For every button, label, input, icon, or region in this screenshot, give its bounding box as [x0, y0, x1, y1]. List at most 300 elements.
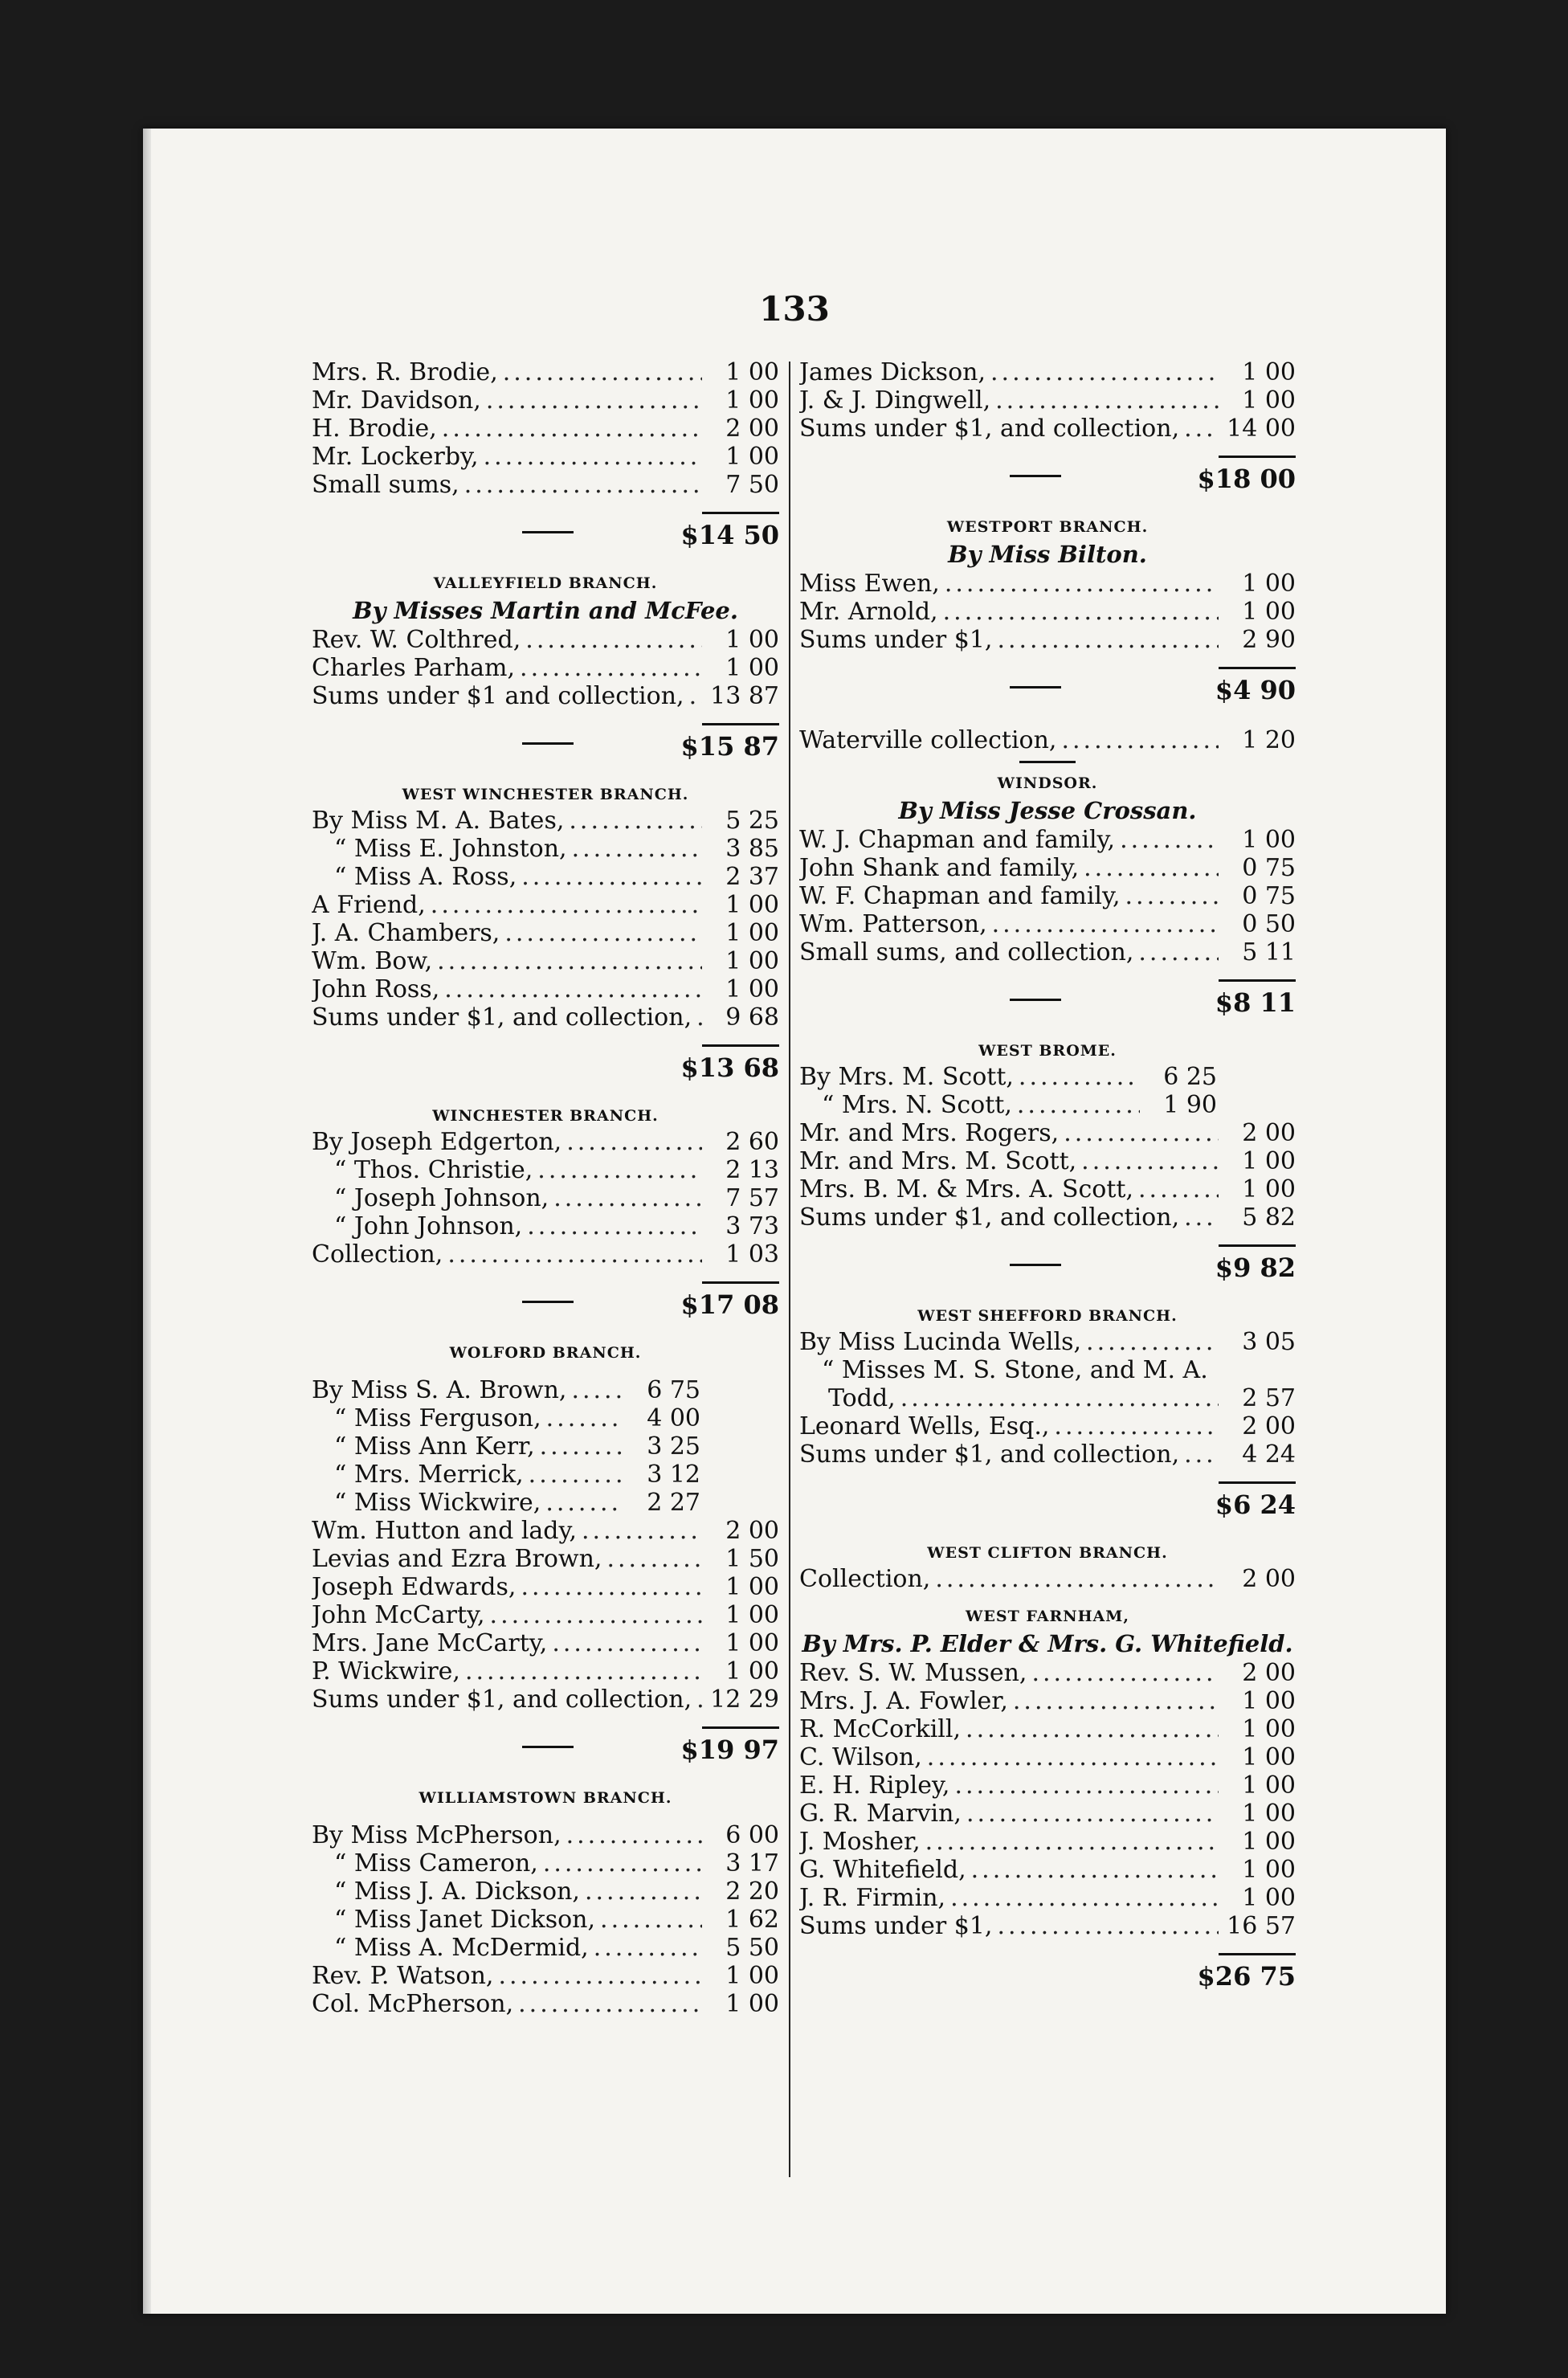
contributor-name: Rev. S. W. Mussen,	[799, 1659, 1027, 1687]
contribution-row	[312, 1184, 779, 1212]
branch-byline: By Miss Jesse Crossan.	[898, 797, 1197, 824]
contribution-row	[799, 1687, 1296, 1715]
contribution-amount: 1 00	[725, 386, 779, 415]
contributor-name: P. Wickwire,	[312, 1657, 460, 1685]
contribution-amount: 1 00	[1242, 1884, 1296, 1912]
branch-heading: WEST WINCHESTER BRANCH.	[402, 786, 689, 803]
leader-dots	[1054, 1412, 1219, 1440]
leader-dots	[1120, 826, 1219, 854]
contributor-name: “ Miss Cameron,	[334, 1849, 538, 1877]
contribution-amount: 1 20	[1242, 726, 1296, 754]
contribution-amount: 7 57	[725, 1184, 779, 1212]
contributor-name: James Dickson,	[799, 358, 986, 386]
branch-byline: By Misses Martin and McFee.	[353, 597, 738, 624]
contribution-row	[312, 1489, 779, 1517]
branch-total: $6 24	[799, 1481, 1296, 1525]
leader-dots	[1184, 415, 1219, 443]
leader-dots	[572, 835, 702, 863]
contribution-amount: 1 00	[1242, 1175, 1296, 1203]
contribution-amount: 16 57	[1227, 1912, 1296, 1940]
contributor-name: A Friend,	[312, 891, 426, 919]
contributor-name: “ Miss Janet Dickson,	[334, 1906, 596, 1934]
contribution-amount: 2 00	[1242, 1119, 1296, 1147]
branch-total: $9 82	[799, 1244, 1296, 1288]
leader-dots	[566, 1128, 702, 1156]
contribution-row	[799, 854, 1296, 882]
contribution-amount: 1 00	[1242, 1715, 1296, 1743]
contributor-name: Sums under $1, and collection,	[312, 1685, 692, 1714]
contribution-row	[799, 938, 1296, 966]
contribution-amount: 13 87	[710, 682, 779, 710]
branch-heading: WEST BROME.	[978, 1042, 1117, 1060]
leader-dots	[437, 947, 702, 975]
contribution-amount: 1 00	[725, 1573, 779, 1601]
contributor-name: J. Mosher,	[799, 1828, 921, 1856]
branch-total: $14 50	[312, 512, 779, 555]
contributor-name: Collection,	[799, 1565, 931, 1593]
contributor-name: John Shank and family,	[799, 854, 1080, 882]
leader-dots	[504, 919, 702, 947]
leader-dots	[1125, 882, 1219, 910]
contributor-name: By Miss McPherson,	[312, 1821, 561, 1849]
branch-total: $4 90	[799, 667, 1296, 710]
leader-dots	[529, 1461, 623, 1489]
leader-dots	[521, 1573, 702, 1601]
contribution-row	[312, 1877, 779, 1906]
leader-dots	[464, 471, 702, 499]
contribution-amount: 6 25	[1163, 1063, 1217, 1091]
contribution-row	[799, 726, 1296, 754]
contribution-amount: 9 68	[725, 1003, 779, 1032]
contribution-row	[312, 1212, 779, 1240]
leader-dots	[1061, 726, 1219, 754]
leader-dots	[925, 1828, 1219, 1856]
branch-total: $19 97	[312, 1726, 779, 1770]
contributor-name: Rev. P. Watson,	[312, 1962, 494, 1990]
contribution-row	[312, 654, 779, 682]
leader-dots	[503, 358, 702, 386]
contribution-amount: 1 62	[725, 1906, 779, 1934]
leader-dots	[490, 1601, 702, 1629]
contribution-amount: 2 60	[725, 1128, 779, 1156]
contribution-amount: 1 00	[725, 1990, 779, 2018]
leader-dots	[600, 1906, 702, 1934]
contributor-name: W. F. Chapman and family,	[799, 882, 1121, 910]
leader-dots	[525, 626, 702, 654]
contribution-amount: 1 00	[1242, 570, 1296, 598]
leader-dots	[518, 1990, 702, 2018]
leader-dots	[431, 891, 702, 919]
contributor-name: Mr. Davidson,	[312, 386, 481, 415]
contribution-row	[312, 1601, 779, 1629]
contribution-row	[799, 1828, 1296, 1856]
branch-total: $15 87	[312, 723, 779, 766]
contributor-name: Charles Parham,	[312, 654, 516, 682]
leader-dots	[552, 1629, 702, 1657]
contributor-name: Small sums,	[312, 471, 459, 499]
contribution-amount: 1 00	[725, 1601, 779, 1629]
leader-dots	[927, 1743, 1219, 1771]
contributor-name: John McCarty,	[312, 1601, 485, 1629]
leader-dots	[582, 1517, 702, 1545]
leader-dots	[585, 1877, 702, 1906]
leader-dots	[540, 1432, 623, 1461]
right-column	[799, 358, 1296, 2012]
contribution-row	[312, 807, 779, 835]
contribution-amount: 1 00	[725, 443, 779, 471]
contribution-row	[799, 1659, 1296, 1687]
contribution-row	[799, 1175, 1296, 1203]
contribution-row	[799, 1063, 1296, 1091]
contribution-row	[312, 1545, 779, 1573]
contribution-row	[312, 1934, 779, 1962]
contribution-row	[799, 1856, 1296, 1884]
branch-byline: By Mrs. P. Elder & Mrs. G. Whitefield.	[802, 1630, 1293, 1657]
contribution-amount: 2 00	[1242, 1565, 1296, 1593]
contributor-name: Sums under $1, and collection,	[799, 1203, 1180, 1232]
contribution-amount: 14 00	[1227, 415, 1296, 443]
contributor-name: “ John Johnson,	[334, 1212, 523, 1240]
leader-dots	[1138, 1175, 1219, 1203]
contributor-name: J. R. Firmin,	[799, 1884, 946, 1912]
contribution-amount: 1 00	[1242, 1856, 1296, 1884]
contributor-name: By Mrs. M. Scott,	[799, 1063, 1014, 1091]
leader-dots	[447, 1240, 702, 1269]
contribution-amount: 1 90	[1163, 1091, 1217, 1119]
contribution-amount: 6 00	[725, 1821, 779, 1849]
contribution-row	[799, 570, 1296, 598]
contribution-row	[799, 882, 1296, 910]
leader-dots	[569, 807, 702, 835]
contributor-name: Sums under $1, and collection,	[799, 415, 1180, 443]
leader-dots	[606, 1545, 702, 1573]
contribution-amount: 1 00	[1242, 598, 1296, 626]
contributor-name: E. H. Ripley,	[799, 1771, 950, 1800]
leader-dots	[594, 1934, 702, 1962]
contribution-amount: 1 03	[725, 1240, 779, 1269]
contribution-row	[312, 947, 779, 975]
separator	[1019, 761, 1076, 763]
leader-dots	[566, 1821, 702, 1849]
contributor-name: Mr. and Mrs. Rogers,	[799, 1119, 1060, 1147]
leader-dots	[498, 1962, 702, 1990]
contribution-amount: 1 00	[1242, 1743, 1296, 1771]
left-column	[312, 358, 779, 2018]
leader-dots	[995, 386, 1219, 415]
contributor-name: Col. McPherson,	[312, 1990, 514, 2018]
branch-heading: WEST FARNHAM,	[966, 1608, 1129, 1625]
contributor-name: Mrs. R. Brodie,	[312, 358, 498, 386]
contribution-row	[312, 1128, 779, 1156]
contribution-row	[312, 682, 779, 710]
leader-dots	[966, 1715, 1219, 1743]
contribution-row	[799, 826, 1296, 854]
contribution-row	[799, 1147, 1296, 1175]
contribution-amount: 1 00	[1242, 826, 1296, 854]
leader-dots	[1064, 1119, 1219, 1147]
leader-dots	[1017, 1091, 1140, 1119]
contribution-amount: 5 25	[725, 807, 779, 835]
contribution-row	[799, 358, 1296, 386]
leader-dots	[571, 1376, 623, 1404]
contribution-amount: 2 90	[1242, 626, 1296, 654]
contribution-row	[799, 598, 1296, 626]
contributor-name: Mr. Arnold,	[799, 598, 938, 626]
contribution-row	[799, 415, 1296, 443]
leader-dots	[696, 1685, 702, 1714]
contribution-row: “ Misses M. S. Stone, and M. A.	[822, 1356, 1208, 1384]
contribution-amount: 3 17	[725, 1849, 779, 1877]
contributor-name: Sums under $1 and collection,	[312, 682, 684, 710]
contribution-amount: 2 37	[725, 863, 779, 891]
contribution-row	[799, 386, 1296, 415]
contribution-row	[799, 1565, 1296, 1593]
contribution-amount: 1 00	[725, 626, 779, 654]
contributor-name: “ Miss E. Johnston,	[334, 835, 567, 863]
leader-dots	[537, 1156, 702, 1184]
contribution-amount: 3 73	[725, 1212, 779, 1240]
book-page	[143, 129, 1446, 2314]
contribution-amount: 2 27	[647, 1489, 700, 1517]
branch-heading: WEST CLIFTON BRANCH.	[927, 1544, 1168, 1562]
leader-dots	[527, 1212, 702, 1240]
contribution-amount: 1 00	[1242, 1800, 1296, 1828]
leader-dots	[945, 570, 1219, 598]
contribution-amount: 1 00	[725, 1629, 779, 1657]
contribution-amount: 2 00	[1242, 1659, 1296, 1687]
contributor-name: R. McCorkill,	[799, 1715, 962, 1743]
leader-dots	[950, 1884, 1219, 1912]
contribution-row	[799, 1203, 1296, 1232]
contributor-name: By Joseph Edgerton,	[312, 1128, 562, 1156]
contribution-amount: 3 12	[647, 1461, 700, 1489]
contributor-name: J. A. Chambers,	[312, 919, 500, 947]
leader-dots	[997, 626, 1219, 654]
leader-dots	[943, 598, 1219, 626]
branch-heading: WEST SHEFFORD BRANCH.	[917, 1307, 1178, 1325]
contribution-amount: 2 00	[725, 1517, 779, 1545]
leader-dots	[1081, 1147, 1219, 1175]
contributor-name: “ Joseph Johnson,	[334, 1184, 549, 1212]
contributor-name: “ Mrs. N. Scott,	[822, 1091, 1012, 1119]
contribution-amount: 3 25	[647, 1432, 700, 1461]
contribution-row: Todd, ..... 2 57	[799, 1384, 1296, 1412]
contributor-name: H. Brodie,	[312, 415, 437, 443]
contribution-row	[799, 1743, 1296, 1771]
contribution-row	[312, 1376, 779, 1404]
contribution-row	[312, 1432, 779, 1461]
contribution-row	[799, 1440, 1296, 1469]
contribution-row	[799, 1912, 1296, 1940]
contribution-row	[312, 863, 779, 891]
contributor-name: Mr. and Mrs. M. Scott,	[799, 1147, 1077, 1175]
leader-dots	[992, 910, 1219, 938]
contribution-amount: 5 82	[1242, 1203, 1296, 1232]
leader-dots	[935, 1565, 1219, 1593]
contribution-row	[312, 1685, 779, 1714]
contribution-amount: 4 24	[1242, 1440, 1296, 1469]
branch-total: $13 68	[312, 1044, 779, 1088]
contribution-row	[312, 1517, 779, 1545]
branch-heading: WINCHESTER BRANCH.	[432, 1107, 659, 1125]
contributor-name: Small sums, and collection,	[799, 938, 1134, 966]
leader-dots	[966, 1800, 1219, 1828]
contribution-row	[799, 1771, 1296, 1800]
contribution-row	[312, 386, 779, 415]
contribution-row	[312, 1906, 779, 1934]
contribution-row	[312, 1404, 779, 1432]
leader-dots	[545, 1489, 623, 1517]
leader-dots	[521, 863, 702, 891]
leader-dots	[997, 1912, 1219, 1940]
leader-dots	[689, 682, 702, 710]
contribution-row	[799, 1800, 1296, 1828]
leader-dots	[520, 654, 702, 682]
contribution-row	[312, 891, 779, 919]
branch-heading: WOLFORD BRANCH.	[449, 1344, 642, 1362]
contribution-amount: 1 00	[725, 654, 779, 682]
leader-dots	[1013, 1687, 1219, 1715]
contribution-amount: 1 00	[1242, 1147, 1296, 1175]
contributor-name: Wm. Patterson,	[799, 910, 987, 938]
contribution-amount: 2 00	[725, 415, 779, 443]
contribution-row	[312, 358, 779, 386]
contributor-name: Leonard Wells, Esq.,	[799, 1412, 1050, 1440]
contribution-amount: 1 00	[725, 919, 779, 947]
leader-dots	[1184, 1203, 1219, 1232]
leader-dots	[1031, 1659, 1219, 1687]
contribution-row	[312, 415, 779, 443]
leader-dots	[971, 1856, 1219, 1884]
page-number: 133	[759, 289, 830, 329]
contributor-name: Miss Ewen,	[799, 570, 940, 598]
contributor-name: Waterville collection,	[799, 726, 1057, 754]
leader-dots	[543, 1849, 702, 1877]
contribution-row	[312, 626, 779, 654]
branch-total: $8 11	[799, 979, 1296, 1023]
contribution-amount: 1 00	[1242, 358, 1296, 386]
contribution-amount: 0 75	[1242, 854, 1296, 882]
contribution-amount: 1 50	[725, 1545, 779, 1573]
contribution-row	[312, 443, 779, 471]
contribution-row	[312, 1573, 779, 1601]
contributor-name: Wm. Hutton and lady,	[312, 1517, 577, 1545]
leader-dots	[1138, 938, 1219, 966]
contribution-row: By Miss Lucinda Wells, ..... 3 05	[799, 1328, 1296, 1356]
contribution-row	[312, 919, 779, 947]
leader-dots	[486, 386, 702, 415]
contribution-amount: 1 00	[725, 1962, 779, 1990]
contribution-amount: 6 75	[647, 1376, 700, 1404]
contributor-name: W. J. Chapman and family,	[799, 826, 1116, 854]
leader-dots	[1084, 854, 1219, 882]
leader-dots	[954, 1771, 1219, 1800]
contribution-amount: 1 00	[725, 358, 779, 386]
contributor-name: Rev. W. Colthred,	[312, 626, 521, 654]
contribution-row	[799, 1412, 1296, 1440]
contributor-name: “ Mrs. Merrick,	[334, 1461, 524, 1489]
leader-dots	[553, 1184, 702, 1212]
contribution-row	[312, 1821, 779, 1849]
contribution-row	[799, 1119, 1296, 1147]
contribution-row	[312, 835, 779, 863]
leader-dots	[444, 975, 702, 1003]
contribution-amount: 1 00	[725, 947, 779, 975]
contribution-amount: 2 00	[1242, 1412, 1296, 1440]
contributor-name: G. R. Marvin,	[799, 1800, 962, 1828]
branch-total: $18 00	[799, 456, 1296, 499]
contributor-name: Sums under $1, and collection,	[799, 1440, 1180, 1469]
leader-dots	[484, 443, 702, 471]
leader-dots	[1184, 1440, 1219, 1469]
contribution-amount: 7 50	[725, 471, 779, 499]
contributor-name: Mrs. J. A. Fowler,	[799, 1687, 1008, 1715]
leader-dots	[696, 1003, 702, 1032]
contribution-amount: 3 85	[725, 835, 779, 863]
contributor-name: Collection,	[312, 1240, 443, 1269]
contributor-name: “ Miss A. McDermid,	[334, 1934, 589, 1962]
contribution-amount: 1 00	[1242, 1771, 1296, 1800]
contribution-amount: 5 11	[1242, 938, 1296, 966]
contributor-name: C. Wilson,	[799, 1743, 922, 1771]
branch-heading: WILLIAMSTOWN BRANCH.	[419, 1789, 672, 1807]
page-edge	[143, 129, 151, 2314]
contributor-name: “ Miss Ann Kerr,	[334, 1432, 535, 1461]
contribution-row	[312, 1629, 779, 1657]
contribution-row	[312, 471, 779, 499]
contribution-row	[799, 1091, 1296, 1119]
contribution-row	[799, 626, 1296, 654]
column-rule	[789, 362, 790, 2177]
branch-byline: By Miss Bilton.	[948, 541, 1147, 568]
contribution-row	[312, 1461, 779, 1489]
contributor-name: “ Miss A. Ross,	[334, 863, 517, 891]
contribution-row	[799, 910, 1296, 938]
branch-total: $26 75	[799, 1953, 1296, 1996]
contributor-name: Mrs. Jane McCarty,	[312, 1629, 548, 1657]
contribution-row	[799, 1884, 1296, 1912]
contribution-amount: 1 00	[1242, 386, 1296, 415]
contributor-name: Mr. Lockerby,	[312, 443, 479, 471]
contributor-name: Sums under $1, and collection,	[312, 1003, 692, 1032]
contribution-amount: 0 75	[1242, 882, 1296, 910]
contributor-name: Sums under $1,	[799, 1912, 993, 1940]
contributor-name: G. Whitefield,	[799, 1856, 966, 1884]
contributor-name: “ Miss Ferguson,	[334, 1404, 541, 1432]
contributor-name: “ Thos. Christie,	[334, 1156, 533, 1184]
contribution-amount: 2 20	[725, 1877, 779, 1906]
contribution-amount: 1 00	[725, 975, 779, 1003]
leader-dots	[990, 358, 1219, 386]
contributor-name: J. & J. Dingwell,	[799, 386, 991, 415]
contribution-amount: 4 00	[647, 1404, 700, 1432]
contribution-row	[312, 1003, 779, 1032]
contribution-amount: 5 50	[725, 1934, 779, 1962]
leader-dots	[546, 1404, 623, 1432]
contributor-name: Joseph Edwards,	[312, 1573, 517, 1601]
leader-dots	[442, 415, 702, 443]
branch-total: $17 08	[312, 1281, 779, 1325]
contribution-row	[799, 1715, 1296, 1743]
branch-heading: VALLEYFIELD BRANCH.	[433, 574, 658, 592]
contribution-row	[312, 1849, 779, 1877]
contribution-row	[312, 1156, 779, 1184]
branch-heading: WESTPORT BRANCH.	[946, 518, 1149, 536]
contribution-row	[312, 1240, 779, 1269]
contribution-amount: 12 29	[710, 1685, 779, 1714]
contribution-amount: 1 00	[725, 1657, 779, 1685]
contribution-amount: 0 50	[1242, 910, 1296, 938]
